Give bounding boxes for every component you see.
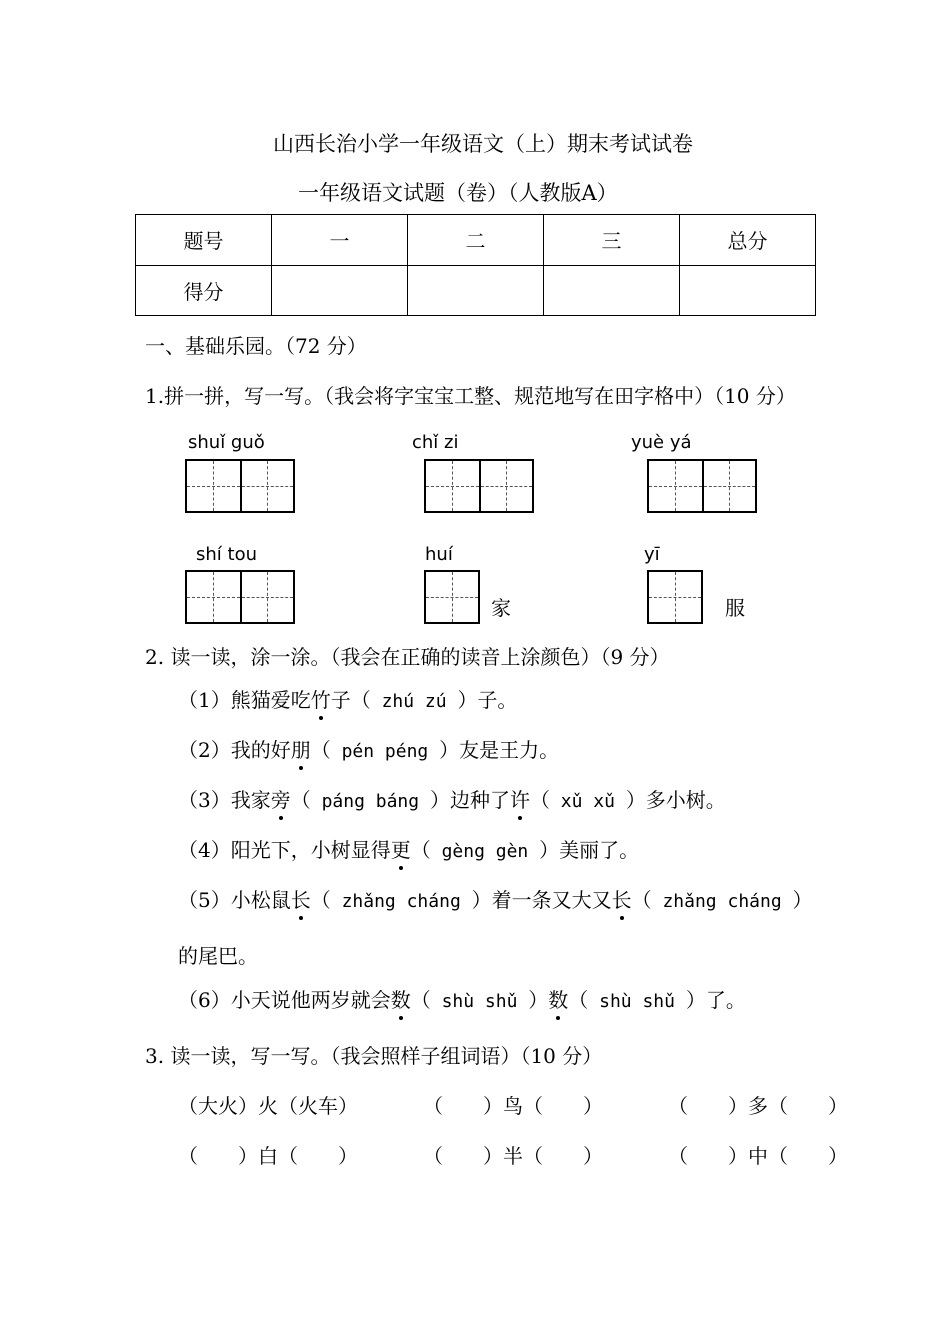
table-row xyxy=(136,265,816,316)
word-group-example: （大火）火（火车） xyxy=(178,1094,358,1118)
q2-line-6: （6）小天说他两岁就会数（ shù shǔ ）数（ shù shǔ ）了。 xyxy=(178,984,746,1013)
reading-options[interactable]: shù shǔ xyxy=(588,991,686,1012)
reading-options[interactable]: páng báng xyxy=(310,791,430,812)
q2-line-4: （4）阳光下，小树显得更（ gèng gèn ）美丽了。 xyxy=(178,834,639,863)
reading-options[interactable]: zhǎng cháng xyxy=(651,891,793,912)
pinyin-label: huí xyxy=(425,544,453,565)
table-cell: 三 xyxy=(544,215,680,266)
q2-line-5-cont: 的尾巴。 xyxy=(178,944,258,968)
tianzige-grid[interactable] xyxy=(647,459,757,513)
table-row xyxy=(136,215,816,266)
q2-line-1: （1）熊猫爱吃竹子（ zhú zú ）子。 xyxy=(178,684,517,713)
section-heading: 一、基础乐园。（72 分） xyxy=(145,334,367,358)
q2-line-2: （2）我的好朋（ pén péng ）友是王力。 xyxy=(178,734,559,763)
reading-options[interactable]: zhǎng cháng xyxy=(330,891,472,912)
question-3-title: 3. 读一读，写一写。（我会照样子组词语）（10 分） xyxy=(145,1044,603,1068)
tianzige-grid[interactable] xyxy=(647,570,703,624)
reading-options[interactable]: xǔ xǔ xyxy=(549,791,626,812)
word-group-blank[interactable]: （ ）白（ ） xyxy=(178,1144,358,1168)
q2-line-3: （3）我家旁（ páng báng ）边种了许（ xǔ xǔ ）多小树。 xyxy=(178,784,726,813)
word-group-blank[interactable]: （ ）多（ ） xyxy=(668,1094,848,1118)
tianzige-grid[interactable] xyxy=(424,459,534,513)
pinyin-label: yī xyxy=(644,544,660,565)
question-2-title: 2. 读一读，涂一涂。（我会在正确的读音上涂颜色）（9 分） xyxy=(145,645,670,669)
table-cell[interactable] xyxy=(680,265,816,316)
table-cell[interactable] xyxy=(408,265,544,316)
page-subtitle: 一年级语文试题（卷）（人教版A） xyxy=(298,181,618,205)
question-1-title: 1.拼一拼，写一写。（我会将字宝宝工整、规范地写在田字格中）（10 分） xyxy=(145,384,796,408)
table-cell[interactable] xyxy=(544,265,680,316)
page-title: 山西长治小学一年级语文（上）期末考试试卷 xyxy=(273,132,693,156)
tianzige-grid[interactable] xyxy=(185,570,295,624)
pinyin-label: yuè yá xyxy=(631,432,692,453)
tianzige-grid[interactable] xyxy=(185,459,295,513)
table-cell: 总分 xyxy=(680,215,816,266)
pinyin-label: shí tou xyxy=(196,544,257,565)
word-group-blank[interactable]: （ ）鸟（ ） xyxy=(423,1094,603,1118)
reading-options[interactable]: shù shǔ xyxy=(430,991,529,1012)
given-character: 服 xyxy=(725,596,745,620)
table-cell[interactable] xyxy=(272,265,408,316)
pinyin-label: shuǐ guǒ xyxy=(188,432,265,453)
table-cell: 一 xyxy=(272,215,408,266)
table-cell: 二 xyxy=(408,215,544,266)
reading-options[interactable]: zhú zú xyxy=(370,691,458,712)
tianzige-grid[interactable] xyxy=(424,570,480,624)
table-cell: 题号 xyxy=(136,215,272,266)
word-group-blank[interactable]: （ ）中（ ） xyxy=(668,1144,848,1168)
reading-options[interactable]: gèng gèn xyxy=(430,841,540,862)
reading-options[interactable]: pén péng xyxy=(330,741,440,762)
pinyin-label: chǐ zi xyxy=(412,432,459,453)
score-table xyxy=(135,214,816,316)
given-character: 家 xyxy=(491,596,511,620)
word-group-blank[interactable]: （ ）半（ ） xyxy=(423,1144,603,1168)
table-cell: 得分 xyxy=(136,265,272,316)
q2-line-5: （5）小松鼠长（ zhǎng cháng ）着一条又大又长（ zhǎng cháng ） xyxy=(178,884,813,913)
